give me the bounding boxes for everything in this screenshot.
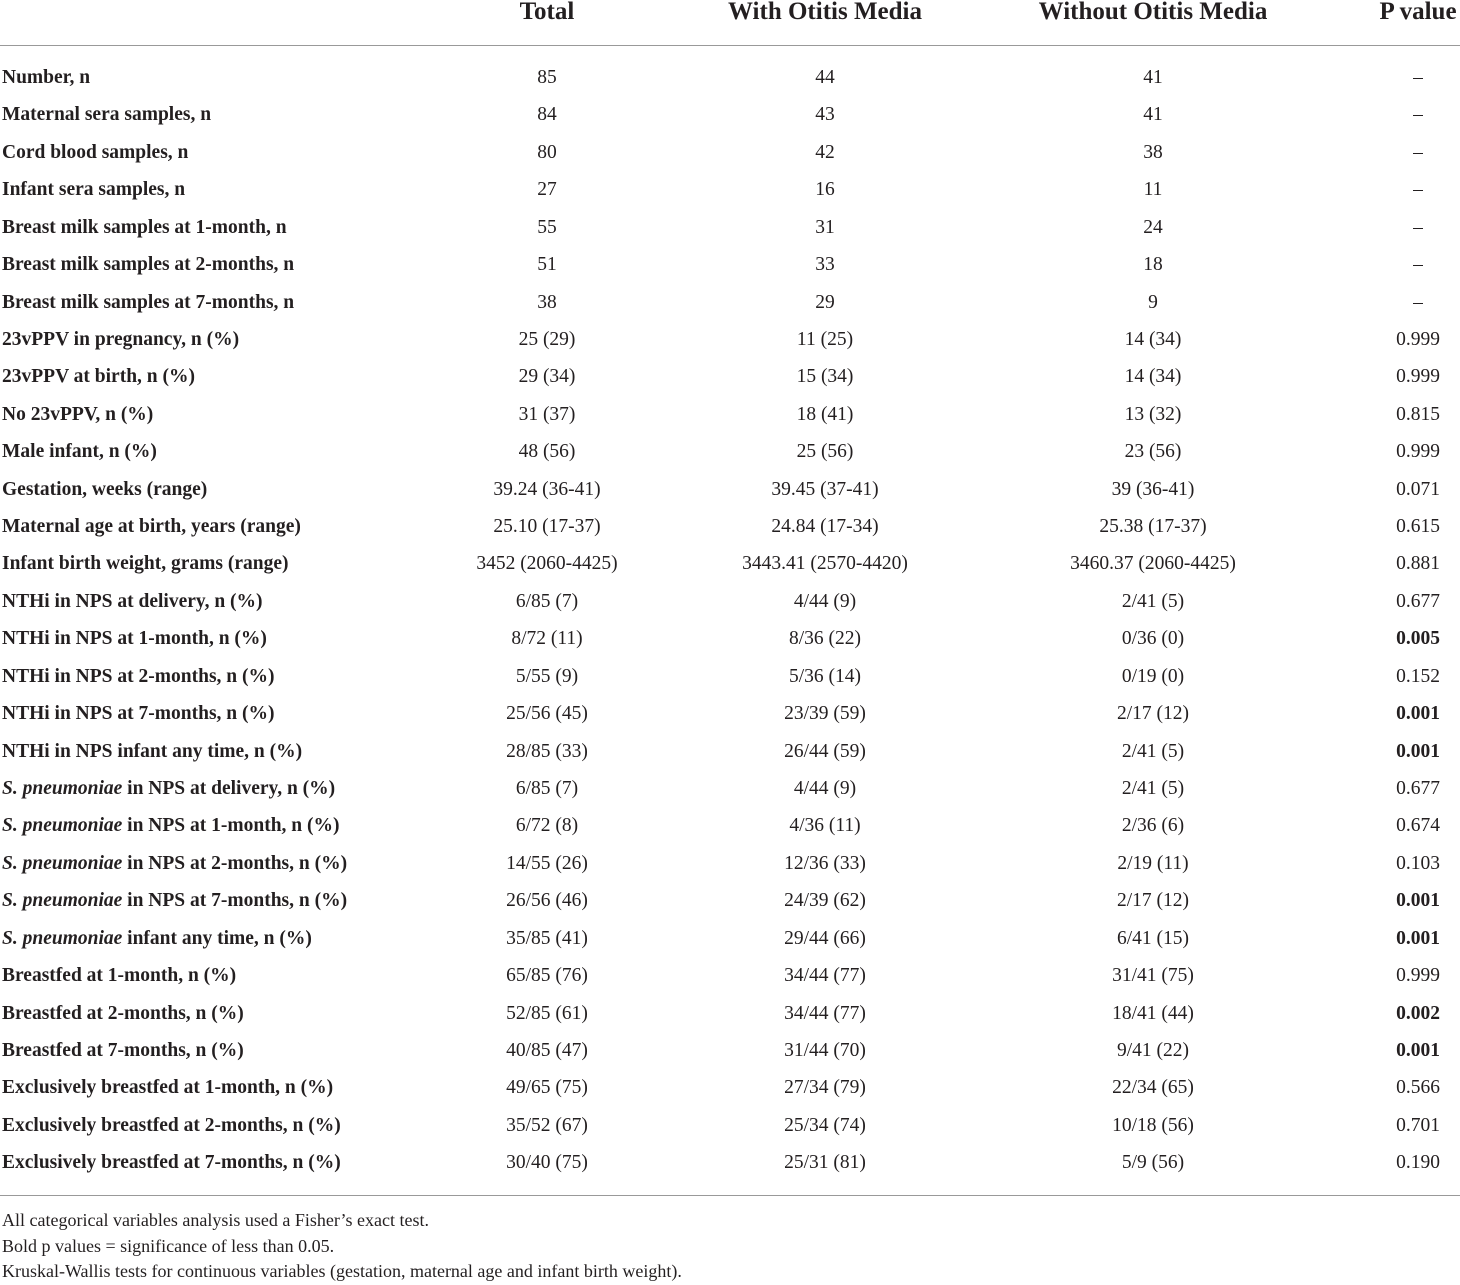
- row-label-text: Gestation, weeks (range): [2, 478, 208, 500]
- table-row: [0, 1069, 1460, 1106]
- without-otitis-media-cell: 0/36 (0): [1121, 628, 1185, 650]
- row-label-text: Breastfed at 1-month, n (%): [2, 965, 237, 987]
- table-row: [0, 321, 1460, 358]
- row-label: [2, 695, 275, 732]
- row-label-text: Breast milk samples at 2-months, n: [2, 254, 295, 276]
- total-cell: 65/85 (76): [506, 965, 588, 987]
- row-label-text: infant any time, n (%): [122, 927, 312, 949]
- p-value-cell: 0.615: [1396, 516, 1440, 538]
- header-total: Total: [519, 0, 575, 25]
- without-otitis-media-cell: 22/34 (65): [1112, 1077, 1194, 1099]
- without-otitis-media-cell: 25.38 (17-37): [1099, 516, 1207, 538]
- row-label-text: in NPS at 7-months, n (%): [122, 890, 348, 912]
- p-value-cell: 0.674: [1396, 815, 1440, 837]
- total-cell: 29 (34): [518, 366, 576, 388]
- with-otitis-media-cell: 5/36 (14): [788, 665, 862, 687]
- row-label: [2, 733, 302, 770]
- total-cell: 31 (37): [518, 403, 576, 425]
- row-label-text: 23vPPV in pregnancy, n (%): [2, 328, 240, 350]
- without-otitis-media-cell: 11: [1143, 179, 1163, 201]
- total-cell: 6/72 (8): [515, 815, 579, 837]
- table-row: [0, 957, 1460, 994]
- p-value-cell: 0.999: [1396, 366, 1440, 388]
- row-label: [2, 209, 287, 246]
- with-otitis-media-cell: 29/44 (66): [784, 927, 866, 949]
- table-row: [0, 508, 1460, 545]
- with-otitis-media-cell: 23/39 (59): [784, 703, 866, 725]
- table-row: [0, 695, 1460, 732]
- p-value-cell: 0.999: [1396, 328, 1440, 350]
- row-label: [2, 471, 207, 508]
- total-cell: 5/55 (9): [515, 665, 579, 687]
- row-label-text: 23vPPV at birth, n (%): [2, 366, 196, 388]
- table-row: [0, 358, 1460, 395]
- row-label-text: in NPS at 2-months, n (%): [122, 852, 348, 874]
- footnotes: [2, 1208, 682, 1285]
- footnote-fisher: All categorical variables analysis used a Fisher’s exact test.: [2, 1210, 430, 1230]
- row-label: [2, 321, 239, 358]
- p-value-cell: 0.001: [1396, 890, 1440, 912]
- total-cell: 52/85 (61): [506, 1002, 588, 1024]
- with-otitis-media-cell: 25 (56): [796, 441, 854, 463]
- footnote-kruskal-wallis: Kruskal-Wallis tests for continuous variables (gestation, maternal age and infant birth weight).: [2, 1261, 682, 1281]
- row-label: [2, 957, 236, 994]
- p-value-cell: 0.001: [1396, 927, 1440, 949]
- row-label: [2, 1032, 244, 1069]
- table-row: [0, 620, 1460, 657]
- p-value-cell: –: [1413, 291, 1423, 313]
- table-row: [0, 171, 1460, 208]
- table-row: [0, 284, 1460, 321]
- row-label-text: No 23vPPV, n (%): [2, 403, 154, 425]
- row-label: [2, 508, 301, 545]
- row-label-text: NTHi in NPS at 1-month, n (%): [2, 628, 267, 650]
- total-cell: 14/55 (26): [506, 852, 588, 874]
- table-row: [0, 920, 1460, 957]
- row-label: [2, 96, 211, 133]
- row-label: [2, 284, 294, 321]
- row-label-text: Maternal age at birth, years (range): [2, 516, 301, 538]
- table-row: [0, 807, 1460, 844]
- total-cell: 26/56 (46): [506, 890, 588, 912]
- without-otitis-media-cell: 2/41 (5): [1121, 590, 1185, 612]
- table-row: [0, 770, 1460, 807]
- row-label: [2, 545, 289, 582]
- row-label-text: Exclusively breastfed at 7-months, n (%): [2, 1152, 341, 1174]
- row-label-text: NTHi in NPS at delivery, n (%): [2, 590, 263, 612]
- total-cell: 25 (29): [518, 328, 576, 350]
- without-otitis-media-cell: 39 (36-41): [1111, 478, 1195, 500]
- p-value-cell: 0.103: [1396, 852, 1440, 874]
- with-otitis-media-cell: 39.45 (37-41): [771, 478, 879, 500]
- without-otitis-media-cell: 0/19 (0): [1121, 665, 1185, 687]
- table-body: [0, 59, 1460, 1182]
- footer-divider: [0, 1195, 1460, 1196]
- total-cell: 3452 (2060-4425): [476, 553, 618, 575]
- with-otitis-media-cell: 3443.41 (2570-4420): [742, 553, 908, 575]
- without-otitis-media-cell: 23 (56): [1124, 441, 1182, 463]
- p-value-cell: 0.881: [1396, 553, 1440, 575]
- without-otitis-media-cell: 6/41 (15): [1116, 927, 1190, 949]
- row-label-text: in NPS at delivery, n (%): [122, 778, 336, 800]
- with-otitis-media-cell: 11 (25): [796, 328, 854, 350]
- row-label: [2, 1107, 341, 1144]
- table-row: [0, 134, 1460, 171]
- total-cell: 49/65 (75): [506, 1077, 588, 1099]
- table-row: [0, 583, 1460, 620]
- row-label: [2, 171, 185, 208]
- with-otitis-media-cell: 26/44 (59): [784, 740, 866, 762]
- row-label-text: Infant sera samples, n: [2, 179, 186, 201]
- p-value-cell: 0.152: [1396, 665, 1440, 687]
- with-otitis-media-cell: 4/44 (9): [793, 590, 857, 612]
- p-value-cell: 0.999: [1396, 441, 1440, 463]
- without-otitis-media-cell: 2/41 (5): [1121, 778, 1185, 800]
- header-with-otitis-media: With Otitis Media: [728, 0, 922, 25]
- total-cell: 6/85 (7): [515, 778, 579, 800]
- row-label-text: Male infant, n (%): [2, 441, 157, 463]
- table-row: [0, 845, 1460, 882]
- footnote-bold-p: Bold p values = significance of less than 0.05.: [2, 1235, 335, 1256]
- row-label: [2, 620, 267, 657]
- row-label-text: NTHi in NPS at 7-months, n (%): [2, 703, 275, 725]
- without-otitis-media-cell: 31/41 (75): [1112, 965, 1194, 987]
- total-cell: 27: [537, 179, 557, 201]
- p-value-cell: 0.001: [1396, 1039, 1440, 1061]
- row-label-text: NTHi in NPS infant any time, n (%): [2, 740, 303, 762]
- table-row: [0, 1032, 1460, 1069]
- without-otitis-media-cell: 2/17 (12): [1116, 890, 1190, 912]
- row-label: [2, 1069, 333, 1106]
- table-row: [0, 59, 1460, 96]
- table-row: [0, 545, 1460, 582]
- without-otitis-media-cell: 2/17 (12): [1116, 703, 1190, 725]
- row-label-text: Maternal sera samples, n: [2, 104, 212, 126]
- without-otitis-media-cell: 41: [1143, 104, 1163, 126]
- row-label-text: Cord blood samples, n: [2, 141, 189, 163]
- p-value-cell: 0.190: [1396, 1152, 1440, 1174]
- total-cell: 28/85 (33): [506, 740, 588, 762]
- total-cell: 85: [537, 67, 557, 88]
- row-label-text: Breastfed at 2-months, n (%): [2, 1002, 244, 1024]
- table-row: [0, 433, 1460, 470]
- table-row: [0, 882, 1460, 919]
- with-otitis-media-cell: 4/36 (11): [789, 815, 861, 837]
- header-divider: [0, 45, 1460, 46]
- table-row: [0, 471, 1460, 508]
- row-label: [2, 396, 153, 433]
- without-otitis-media-cell: 18/41 (44): [1112, 1002, 1194, 1024]
- with-otitis-media-cell: 31: [815, 216, 835, 238]
- row-label: [2, 433, 157, 470]
- p-value-cell: 0.999: [1396, 965, 1440, 987]
- with-otitis-media-cell: 24/39 (62): [784, 890, 866, 912]
- p-value-cell: –: [1413, 67, 1423, 88]
- total-cell: 84: [537, 104, 557, 126]
- with-otitis-media-cell: 33: [815, 254, 835, 276]
- row-label: [2, 920, 312, 957]
- with-otitis-media-cell: 8/36 (22): [788, 628, 862, 650]
- without-otitis-media-cell: 18: [1143, 254, 1163, 276]
- p-value-cell: 0.815: [1396, 403, 1440, 425]
- row-label: [2, 583, 263, 620]
- row-label-text: Breast milk samples at 7-months, n: [2, 291, 295, 313]
- total-cell: 55: [537, 216, 557, 238]
- table-row: [0, 396, 1460, 433]
- row-label-italic: S. pneumoniae: [2, 852, 123, 874]
- row-label-italic: S. pneumoniae: [2, 927, 123, 949]
- row-label: [2, 845, 347, 882]
- with-otitis-media-cell: 4/44 (9): [793, 778, 857, 800]
- p-value-cell: 0.677: [1396, 590, 1440, 612]
- p-value-cell: –: [1413, 141, 1423, 163]
- row-label: [2, 59, 90, 96]
- with-otitis-media-cell: 31/44 (70): [784, 1039, 866, 1061]
- total-cell: 39.24 (36-41): [493, 478, 601, 500]
- row-label: [2, 807, 340, 844]
- row-label-text: Infant birth weight, grams (range): [2, 553, 289, 575]
- without-otitis-media-cell: 2/19 (11): [1117, 852, 1189, 874]
- total-cell: 6/85 (7): [515, 590, 579, 612]
- without-otitis-media-cell: 14 (34): [1124, 328, 1182, 350]
- table-row: [0, 209, 1460, 246]
- row-label-italic: S. pneumoniae: [2, 890, 123, 912]
- row-label-text: Breastfed at 7-months, n (%): [2, 1039, 244, 1061]
- p-value-cell: 0.002: [1396, 1002, 1440, 1024]
- with-otitis-media-cell: 24.84 (17-34): [771, 516, 879, 538]
- row-label: [2, 134, 188, 171]
- total-cell: 38: [537, 291, 557, 313]
- without-otitis-media-cell: 2/36 (6): [1121, 815, 1185, 837]
- without-otitis-media-cell: 9/41 (22): [1116, 1039, 1190, 1061]
- with-otitis-media-cell: 43: [815, 104, 835, 126]
- with-otitis-media-cell: 12/36 (33): [784, 852, 866, 874]
- total-cell: 35/52 (67): [506, 1114, 588, 1136]
- without-otitis-media-cell: 10/18 (56): [1112, 1114, 1194, 1136]
- p-value-cell: –: [1413, 104, 1423, 126]
- row-label-italic: S. pneumoniae: [2, 815, 123, 837]
- p-value-cell: –: [1413, 216, 1423, 238]
- without-otitis-media-cell: 3460.37 (2060-4425): [1070, 553, 1236, 575]
- p-value-cell: 0.001: [1396, 703, 1440, 725]
- total-cell: 48 (56): [518, 441, 576, 463]
- row-label: [2, 358, 195, 395]
- without-otitis-media-cell: 13 (32): [1124, 403, 1182, 425]
- total-cell: 51: [537, 254, 557, 276]
- table-row: [0, 96, 1460, 133]
- p-value-cell: 0.701: [1396, 1114, 1440, 1136]
- row-label-text: Number, n: [2, 67, 91, 88]
- without-otitis-media-cell: 24: [1143, 216, 1163, 238]
- with-otitis-media-cell: 34/44 (77): [784, 965, 866, 987]
- with-otitis-media-cell: 15 (34): [796, 366, 854, 388]
- header-without-otitis-media: Without Otitis Media: [1038, 0, 1268, 25]
- table-row: [0, 1144, 1460, 1181]
- p-value-cell: 0.677: [1396, 778, 1440, 800]
- with-otitis-media-cell: 34/44 (77): [784, 1002, 866, 1024]
- p-value-cell: –: [1413, 179, 1423, 201]
- row-label: [2, 770, 335, 807]
- row-label: [2, 995, 244, 1032]
- with-otitis-media-cell: 25/31 (81): [784, 1152, 866, 1174]
- total-cell: 80: [537, 141, 557, 163]
- table-row: [0, 246, 1460, 283]
- row-label-text: Breast milk samples at 1-month, n: [2, 216, 287, 238]
- row-label: [2, 658, 275, 695]
- total-cell: 35/85 (41): [506, 927, 588, 949]
- total-cell: 30/40 (75): [506, 1152, 588, 1174]
- row-label-text: Exclusively breastfed at 2-months, n (%): [2, 1114, 341, 1136]
- without-otitis-media-cell: 38: [1143, 141, 1163, 163]
- table-row: [0, 1107, 1460, 1144]
- with-otitis-media-cell: 25/34 (74): [784, 1114, 866, 1136]
- without-otitis-media-cell: 2/41 (5): [1121, 740, 1185, 762]
- with-otitis-media-cell: 29: [815, 291, 835, 313]
- p-value-cell: 0.001: [1396, 740, 1440, 762]
- without-otitis-media-cell: 41: [1143, 67, 1163, 88]
- p-value-cell: 0.071: [1396, 478, 1440, 500]
- row-label-italic: S. pneumoniae: [2, 778, 123, 800]
- with-otitis-media-cell: 18 (41): [796, 403, 854, 425]
- row-label: [2, 1144, 341, 1181]
- with-otitis-media-cell: 27/34 (79): [784, 1077, 866, 1099]
- table-row: [0, 995, 1460, 1032]
- with-otitis-media-cell: 16: [815, 179, 835, 201]
- row-label: [2, 882, 347, 919]
- table-row: [0, 658, 1460, 695]
- table-header: [0, 0, 1460, 28]
- total-cell: 40/85 (47): [506, 1039, 588, 1061]
- with-otitis-media-cell: 44: [815, 67, 835, 88]
- header-p-value: P value: [1379, 0, 1457, 25]
- without-otitis-media-cell: 14 (34): [1124, 366, 1182, 388]
- row-label: [2, 246, 294, 283]
- row-label-text: in NPS at 1-month, n (%): [122, 815, 340, 837]
- p-value-cell: –: [1413, 254, 1423, 276]
- table-row: [0, 733, 1460, 770]
- p-value-cell: 0.566: [1396, 1077, 1440, 1099]
- total-cell: 8/72 (11): [511, 628, 583, 650]
- total-cell: 25.10 (17-37): [493, 516, 601, 538]
- p-value-cell: 0.005: [1396, 628, 1440, 650]
- without-otitis-media-cell: 9: [1148, 291, 1158, 313]
- row-label-text: NTHi in NPS at 2-months, n (%): [2, 665, 275, 687]
- without-otitis-media-cell: 5/9 (56): [1121, 1152, 1185, 1174]
- with-otitis-media-cell: 42: [815, 141, 835, 163]
- row-label-text: Exclusively breastfed at 1-month, n (%): [2, 1077, 334, 1099]
- total-cell: 25/56 (45): [506, 703, 588, 725]
